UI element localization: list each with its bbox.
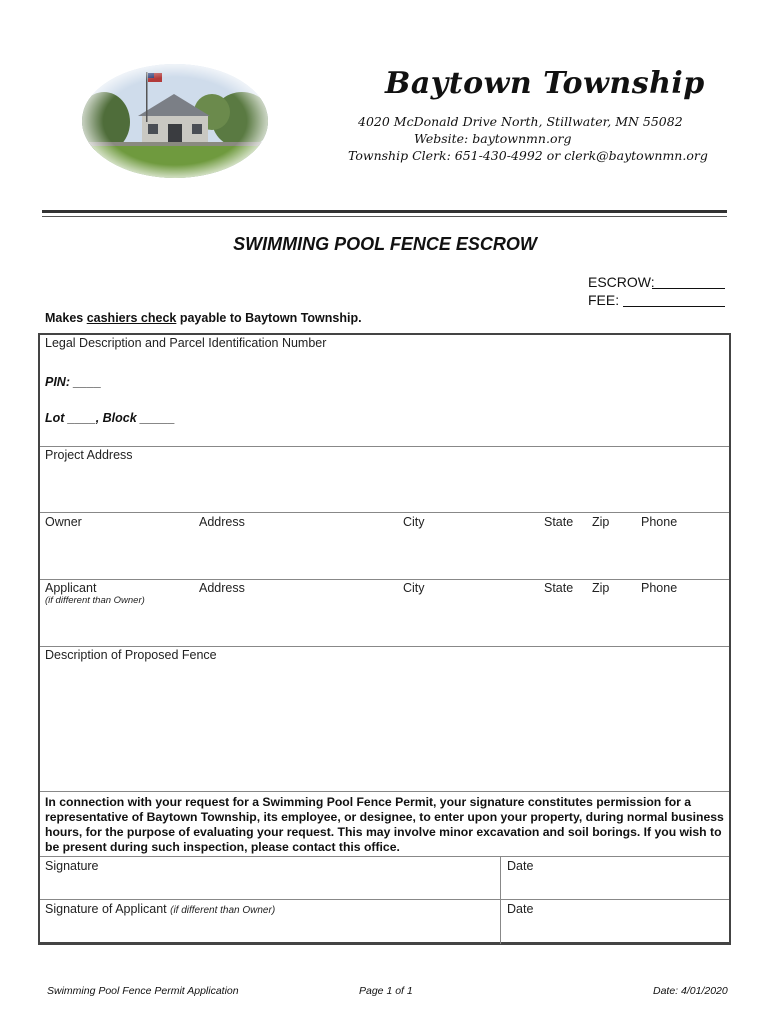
escrow-field[interactable]	[652, 274, 725, 289]
project-address-field[interactable]	[40, 462, 729, 512]
project-address-label: Project Address	[45, 448, 133, 462]
footer-page-number: Page 1 of 1	[359, 985, 413, 997]
row-divider	[40, 856, 729, 857]
applicant-signature-field[interactable]	[40, 917, 499, 942]
org-clerk-contact: Township Clerk: 651-430-4992 or clerk@baytownmn.org	[348, 148, 708, 163]
owner-state-label: State	[544, 515, 574, 529]
applicant-phone-label: Phone	[641, 581, 678, 595]
fee-label: FEE:	[588, 292, 620, 308]
org-name: Baytown Township	[385, 66, 705, 101]
owner-phone-label: Phone	[641, 515, 678, 529]
pin-field[interactable]: PIN: ____	[45, 375, 102, 389]
inspection-consent-text: In connection with your request for a Swimming Pool Fence Permit, your signature constitutes permission for a representative of Baytown Township, its employee, or designee, to enter upon your property, during normal business hours, for the purpose of evaluating your request. This may involve minor excavation and soil borings. If you wish to be present during such inspection, please contact this office.	[45, 795, 724, 854]
signature-date-divider	[500, 856, 501, 944]
date-field[interactable]	[502, 874, 729, 899]
applicant-date-label: Date	[507, 902, 534, 916]
date-label: Date	[507, 859, 534, 873]
applicant-city-label: City	[403, 581, 425, 595]
org-address: 4020 McDonald Drive North, Stillwater, MN 55082	[358, 114, 683, 129]
signature-label: Signature	[45, 859, 99, 873]
header-divider-thin	[42, 216, 727, 217]
escrow-label: ESCROW:	[588, 274, 655, 290]
row-divider	[40, 791, 729, 792]
footer-form-name: Swimming Pool Fence Permit Application	[47, 985, 239, 997]
applicant-info-field[interactable]	[40, 610, 729, 646]
org-website: Website: baytownmn.org	[414, 131, 572, 146]
applicant-label: Applicant	[45, 581, 97, 595]
township-hall-photo-icon	[82, 64, 268, 178]
footer-revision-date: Date: 4/01/2020	[653, 985, 728, 997]
row-divider	[40, 512, 729, 513]
applicant-state-label: State	[544, 581, 574, 595]
fee-field[interactable]	[623, 292, 725, 307]
row-divider	[40, 579, 729, 580]
owner-info-field[interactable]	[40, 530, 729, 578]
owner-city-label: City	[403, 515, 425, 529]
row-divider	[40, 446, 729, 447]
applicant-zip-label: Zip	[592, 581, 610, 595]
signature-field[interactable]	[40, 874, 499, 899]
applicant-address-label: Address	[199, 581, 245, 595]
fence-description-field[interactable]	[40, 664, 729, 790]
owner-zip-label: Zip	[592, 515, 610, 529]
owner-label: Owner	[45, 515, 82, 529]
applicant-note: (if different than Owner)	[45, 595, 145, 606]
applicant-date-field[interactable]	[502, 917, 729, 942]
payment-instructions: Makes cashiers check payable to Baytown Township.	[45, 311, 362, 325]
header-divider	[42, 210, 727, 213]
lot-block-field[interactable]: Lot ____, Block _____	[45, 411, 175, 425]
applicant-signature-label: Signature of Applicant (if different than Owner)	[45, 902, 276, 916]
legal-description-label: Legal Description and Parcel Identification Number	[45, 336, 327, 350]
fence-description-label: Description of Proposed Fence	[45, 648, 217, 662]
form-title: SWIMMING POOL FENCE ESCROW	[233, 234, 537, 254]
row-divider	[40, 646, 729, 647]
owner-address-label: Address	[199, 515, 245, 529]
row-divider	[40, 899, 729, 900]
